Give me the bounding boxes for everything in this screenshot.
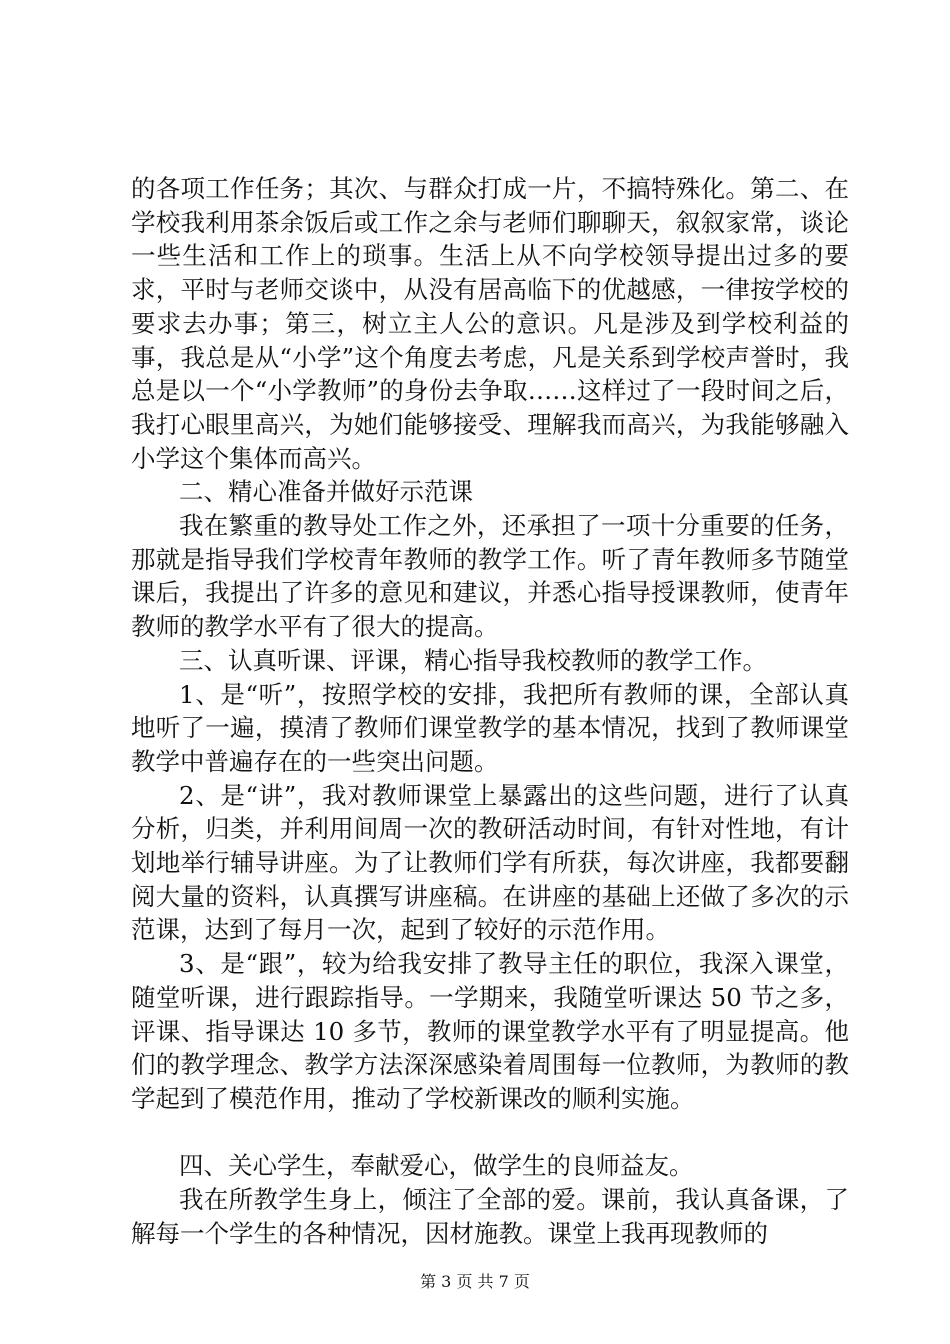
section-heading-3: 三、认真听课、评课，精心指导我校教师的教学工作。 <box>179 645 767 675</box>
page-footer: 第 3 页 共 7 页 <box>420 1272 530 1291</box>
section-heading-2: 二、精心准备并做好示范课 <box>179 477 473 507</box>
paragraph-continuation: 的各项工作任务；其次、与群众打成一片，不搞特殊化。第二、在学校我利用茶余饭后或工作之余与老师们聊聊天，叙叙家常，谈论一些生活和工作上的琐事。生活上从不向学校领导提出过多的要求，平时与老师交谈中，从没有居高临下的优越感，一律按学校的要求去办事；第三，树立主人公的意识。凡是涉及到学校利益的事，我总是从“小学”这个角度去考虑，凡是关系到学校声誉时，我总是以一个“小学教师”的身份去争取……这样过了一段时间之后，我打心眼里高兴，为她们能够接受、理解我而高兴，为我能够融入小学这个集体而高兴。 <box>131 174 849 473</box>
paragraph-follow: 3、是“跟”，较为给我安排了教导主任的职位，我深入课堂，随堂听课，进行跟踪指导。一学期来，我随堂听课达 50 节之多，评课、指导课达 10 多节，教师的课堂教学水平有了明显提高。他们的教学理念、教学方法深深感染着周围每一位教师，为教师的教学起到了模范作用，推动了学校新课改的顺利实施。 <box>131 949 849 1113</box>
section-heading-4: 四、关心学生，奉献爱心，做学生的良师益友。 <box>179 1151 694 1181</box>
paragraph-students: 我在所教学生身上，倾注了全部的爱。课前，我认真备课，了解每一个学生的各种情况，因材施教。课堂上我再现教师的 <box>131 1185 849 1248</box>
paragraph-demo-lessons: 我在繁重的教导处工作之外，还承担了一项十分重要的任务，那就是指导我们学校青年教师的教学工作。听了青年教师多节随堂课后，我提出了许多的意见和建议，并悉心指导授课教师，使青年教师的教学水平有了很大的提高。 <box>131 511 849 642</box>
paragraph-listen: 1、是“听”，按照学校的安排，我把所有教师的课，全部认真地听了一遍，摸清了教师们课堂教学的基本情况，找到了教师课堂教学中普遍存在的一些突出问题。 <box>131 679 849 776</box>
document-body <box>131 172 849 1250</box>
paragraph-lecture: 2、是“讲”，我对教师课堂上暴露出的这些问题，进行了认真分析，归类，并利用间周一次的教研活动时间，有针对性地，有计划地举行辅导讲座。为了让教师们学有所获，每次讲座，我都要翻阅大量的资料，认真撰写讲座稿。在讲座的基础上还做了多次的示范课，达到了每月一次，起到了较好的示范作用。 <box>131 780 849 945</box>
